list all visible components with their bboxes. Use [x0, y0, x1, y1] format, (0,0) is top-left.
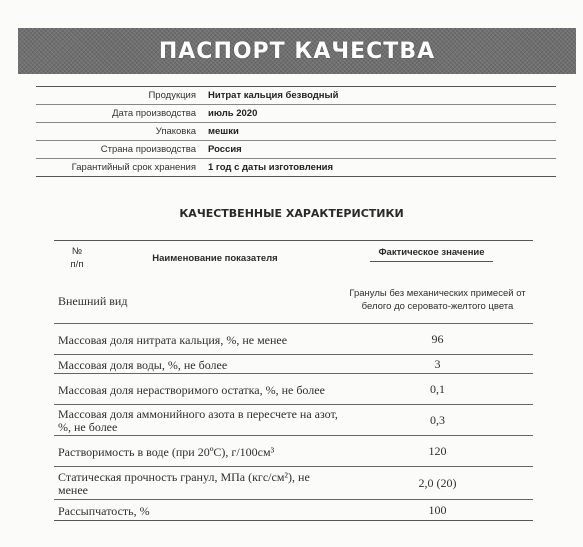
- info-value: июль 2020: [208, 108, 258, 119]
- table-row: [54, 277, 533, 324]
- table-row: [54, 374, 533, 405]
- info-row-shelf-life: [36, 159, 556, 177]
- info-value: Нитрат кальция безводный: [208, 90, 339, 101]
- section-title: КАЧЕСТВЕННЫЕ ХАРАКТЕРИСТИКИ: [179, 207, 404, 220]
- document-title: ПАСПОРТ КАЧЕСТВА: [158, 38, 436, 64]
- parameter-value: 3: [434, 356, 441, 371]
- parameter-name: Внешний вид: [58, 293, 128, 308]
- parameter-value: Гранулы без механических примесей от белого до серовато-желтого цвета: [349, 288, 526, 312]
- table-row: [54, 355, 533, 374]
- info-label: Страна производства: [100, 144, 196, 155]
- column-header-number-line2: п/п: [70, 259, 84, 270]
- parameter-value: 96: [431, 331, 444, 346]
- table-row: [54, 500, 533, 521]
- quality-table-header: [54, 240, 533, 277]
- info-row-country: [36, 141, 556, 159]
- info-label: Продукция: [148, 90, 196, 101]
- parameter-name: Массовая доля аммонийного азота в пересчете на азот, %, не более: [58, 407, 338, 434]
- info-row-packaging: [36, 123, 556, 141]
- table-row: [54, 467, 533, 500]
- parameter-value: 0,1: [430, 381, 445, 396]
- parameter-name: Рассыпчатость, %: [58, 503, 150, 518]
- parameter-name: Массовая доля воды, %, не более: [58, 357, 228, 372]
- info-label: Гарантийный срок хранения: [71, 162, 196, 173]
- parameter-value: 0,3: [430, 412, 445, 427]
- info-value: Россия: [208, 144, 242, 155]
- column-header-number: [54, 241, 100, 277]
- parameter-name: Растворимость в воде (при 20ºС), г/100см³: [58, 444, 275, 459]
- parameter-value: 120: [428, 443, 447, 458]
- parameter-value: 2,0 (20): [418, 475, 457, 490]
- product-info-table: [36, 86, 556, 177]
- parameter-name: Массовая доля нерастворимого остатка, %, не более: [58, 382, 325, 397]
- info-value: 1 год с даты изготовления: [208, 162, 334, 173]
- table-row: [54, 324, 533, 355]
- column-header-number-line1: №: [71, 246, 83, 257]
- info-row-product: [36, 87, 556, 105]
- info-label: Упаковка: [155, 126, 196, 137]
- parameter-name: Статическая прочность гранул, МПа (кгс/см²), не менее: [58, 470, 310, 497]
- table-row: [54, 436, 533, 467]
- info-value: мешки: [208, 126, 239, 137]
- title-banner: [18, 28, 576, 74]
- parameter-name: Массовая доля нитрата кальция, %, не менее: [58, 332, 288, 347]
- info-row-production-date: [36, 105, 556, 123]
- info-label: Дата производства: [112, 108, 196, 119]
- parameter-value: 100: [428, 502, 447, 517]
- column-header-value: [330, 241, 533, 277]
- quality-table: [54, 240, 533, 521]
- column-header-name: Наименование показателя: [152, 253, 278, 264]
- column-header-value-text: Фактическое значение: [370, 247, 492, 262]
- table-row: [54, 405, 533, 436]
